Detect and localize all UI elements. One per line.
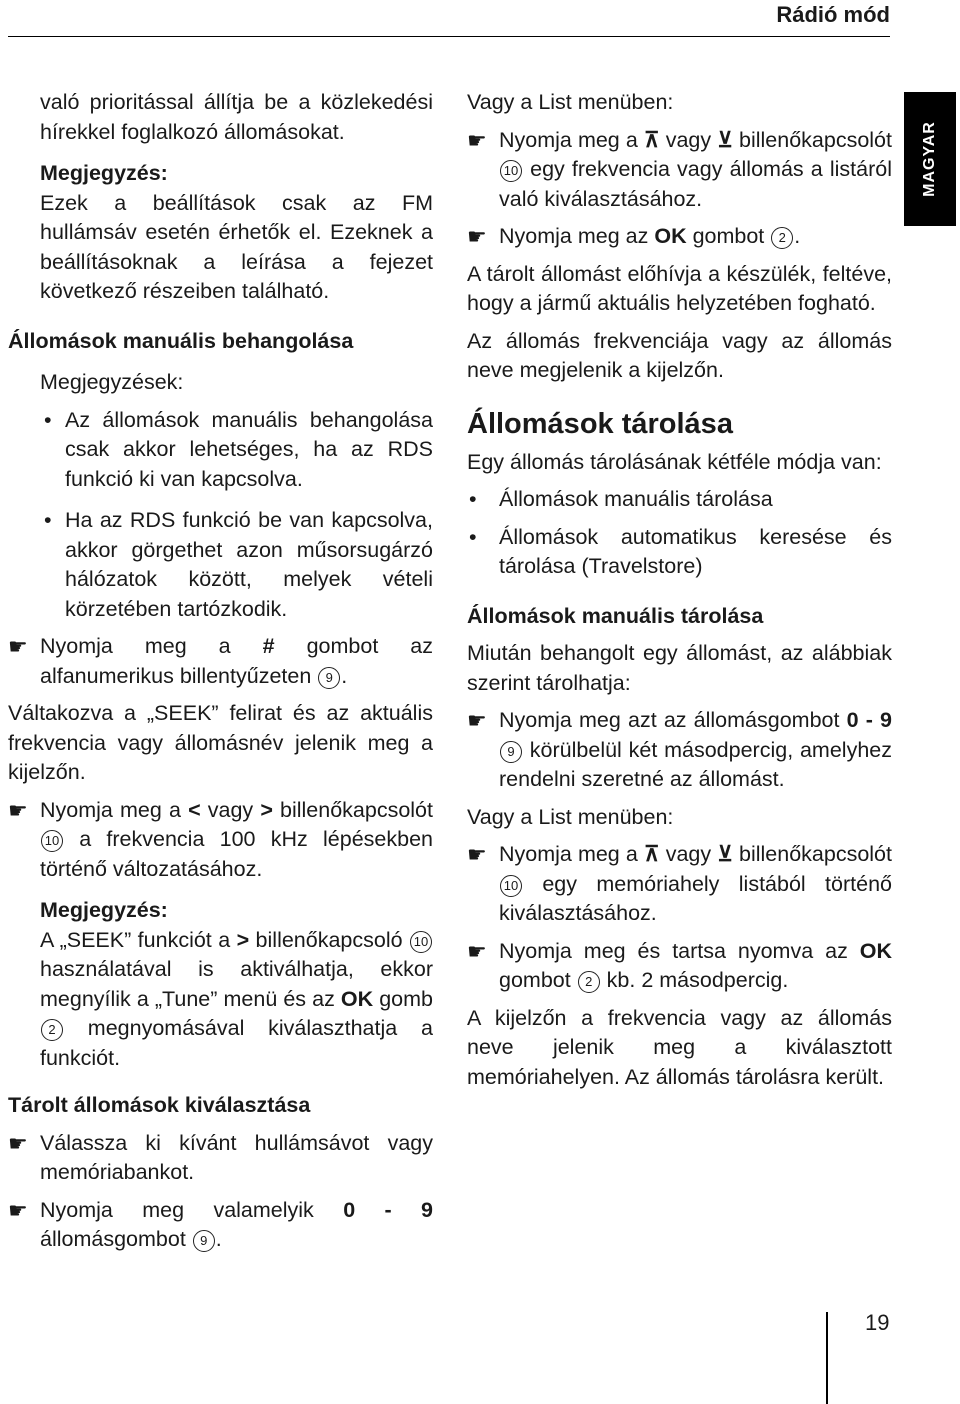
seek-paragraph: Váltakozva a „SEEK” felirat és az aktuális frekvencia vagy állomásnév jelenik meg a kijelzőn.: [8, 701, 433, 784]
control-number-badge: 2: [771, 227, 793, 249]
hand-pointer-icon: ☛: [467, 127, 487, 153]
down-arrow-icon: ⊻: [717, 127, 733, 152]
instruction-step: ☛ Nyomja meg a # gombot az alfanumerikus billentyűzeten 9 .: [8, 634, 433, 688]
hand-pointer-icon: ☛: [467, 708, 487, 733]
hand-pointer-icon: ☛: [467, 224, 487, 249]
note-bullet: • Ha az RDS funkció be van kapcsolva, akkor görgethet azon műsorsugárzó hálózatok között, melyek vételi körzetében tartózkodik.: [8, 506, 433, 624]
hand-pointer-icon: ☛: [8, 634, 28, 659]
section-title: Rádió mód: [776, 2, 890, 27]
hand-pointer-icon: ☛: [467, 842, 487, 867]
instruction-step: ☛ Nyomja meg a ⊼ vagy ⊻ billenőkapcsolót 10 egy memóriahely listából történő kiválasztásához.: [467, 842, 892, 925]
instruction-step: ☛ Nyomja meg és tartsa nyomva az OK gombot 2 kb. 2 másodpercig.: [467, 938, 892, 992]
display-paragraph: Az állomás frekvenciája vagy az állomás neve megjelenik a kijelzőn.: [467, 328, 892, 382]
instruction-step: ☛ Nyomja meg az OK gombot 2 .: [467, 222, 892, 252]
heading-manual-tuning: Állomások manuális behangolása: [8, 328, 354, 353]
control-number-badge: 9: [193, 1230, 215, 1252]
control-number-badge: 10: [500, 160, 522, 182]
left-column: [8, 88, 433, 1255]
notes-heading: Megjegyzések:: [40, 370, 184, 394]
header-rule: [8, 36, 890, 37]
storing-intro: Egy állomás tárolásának kétféle módja van:: [467, 449, 882, 474]
heading-storing-stations: Állomások tárolása: [467, 407, 733, 440]
note-text: A „SEEK” funkciót a > billenőkapcsoló 10 használatával is aktiválhatja, ekkor megnyílik a „Tune” menü és az OK gomb2 megnyomásával kiválaszthatja a funkciót.: [40, 927, 433, 1070]
down-arrow-icon: ⊻: [717, 842, 733, 866]
hand-pointer-icon: ☛: [467, 938, 487, 964]
manual-storing-intro: Miután behangolt egy állomást, az alábbiak szerint tárolhatja:: [467, 641, 892, 695]
note-heading: Megjegyzés:: [40, 898, 168, 922]
list-menu-intro: Vagy a List menüben:: [467, 90, 674, 114]
right-column: [467, 88, 892, 1092]
language-tab: [904, 92, 956, 226]
control-number-badge: 9: [318, 667, 340, 689]
instruction-step: ☛ Nyomja meg azt az állomásgombot 0 - 9 9 körülbelül két másodpercig, amelyhez rendelni szeretné az állomást.: [467, 708, 892, 791]
note-text: Ezek a beállítások csak az FM hullámsáv esetén érhetők el. Ezeknek a beállításoknak a leírása a fejezet következő részeiben található.: [40, 190, 433, 303]
left-arrow-icon: <: [188, 797, 201, 822]
control-number-badge: 2: [578, 971, 600, 993]
control-number-badge: 9: [500, 741, 522, 763]
heading-stored-stations: Tárolt állomások kiválasztása: [8, 1093, 311, 1117]
control-number-badge: 10: [500, 875, 522, 897]
storing-bullet: • Állomások automatikus keresése és tárolása (Travelstore): [467, 523, 892, 582]
recall-paragraph: A tárolt állomást előhívja a készülék, feltéve, hogy a jármű aktuális helyzetében fogható.: [467, 261, 892, 315]
instruction-step: ☛ Nyomja meg a ⊼ vagy ⊻ billenőkapcsolót 10 egy frekvencia vagy állomás a listáról való kiválasztásához.: [467, 127, 892, 211]
heading-manual-storing: Állomások manuális tárolása: [467, 603, 764, 628]
note-heading: Megjegyzés:: [40, 161, 168, 185]
instruction-step: ☛ Nyomja meg valamelyik 0 - 9 állomásgombot 9 .: [8, 1197, 434, 1251]
final-paragraph: A kijelzőn a frekvencia vagy az állomás neve jelenik meg a kiválasztott memóriahelyen. Az állomás tárolásra került.: [467, 1005, 892, 1089]
storing-bullet: • Állomások manuális tárolása: [467, 485, 892, 515]
intro-paragraph: való prioritással állítja be a közlekedési hírekkel foglalkozó állomásokat.: [40, 90, 433, 144]
up-arrow-icon: ⊼: [643, 842, 660, 866]
instruction-step: ☛ Nyomja meg a < vagy > billenőkapcsolót 10 a frekvencia 100 kHz lépésekben történő változatásához.: [8, 797, 433, 881]
instruction-step: ☛ Válassza ki kívánt hullámsávot vagy memóriabankot.: [8, 1130, 433, 1184]
right-arrow-icon: >: [260, 797, 273, 822]
hand-pointer-icon: ☛: [8, 797, 28, 823]
control-number-badge: 10: [41, 830, 63, 852]
note-bullet: • Az állomások manuális behangolása csak akkor lehetséges, ha az RDS funkció ki van kapcsolva.: [8, 406, 433, 495]
list-menu-intro: Vagy a List menüben:: [467, 804, 674, 829]
right-arrow-icon: >: [236, 927, 250, 952]
hand-pointer-icon: ☛: [8, 1197, 28, 1223]
hand-pointer-icon: ☛: [8, 1130, 28, 1156]
language-tab-label: MAGYAR: [921, 121, 938, 197]
control-number-badge: 10: [410, 931, 432, 953]
page-number-rule: [826, 1312, 828, 1404]
up-arrow-icon: ⊼: [643, 127, 660, 152]
page-number: 19: [865, 1310, 890, 1335]
control-number-badge: 2: [41, 1019, 63, 1041]
